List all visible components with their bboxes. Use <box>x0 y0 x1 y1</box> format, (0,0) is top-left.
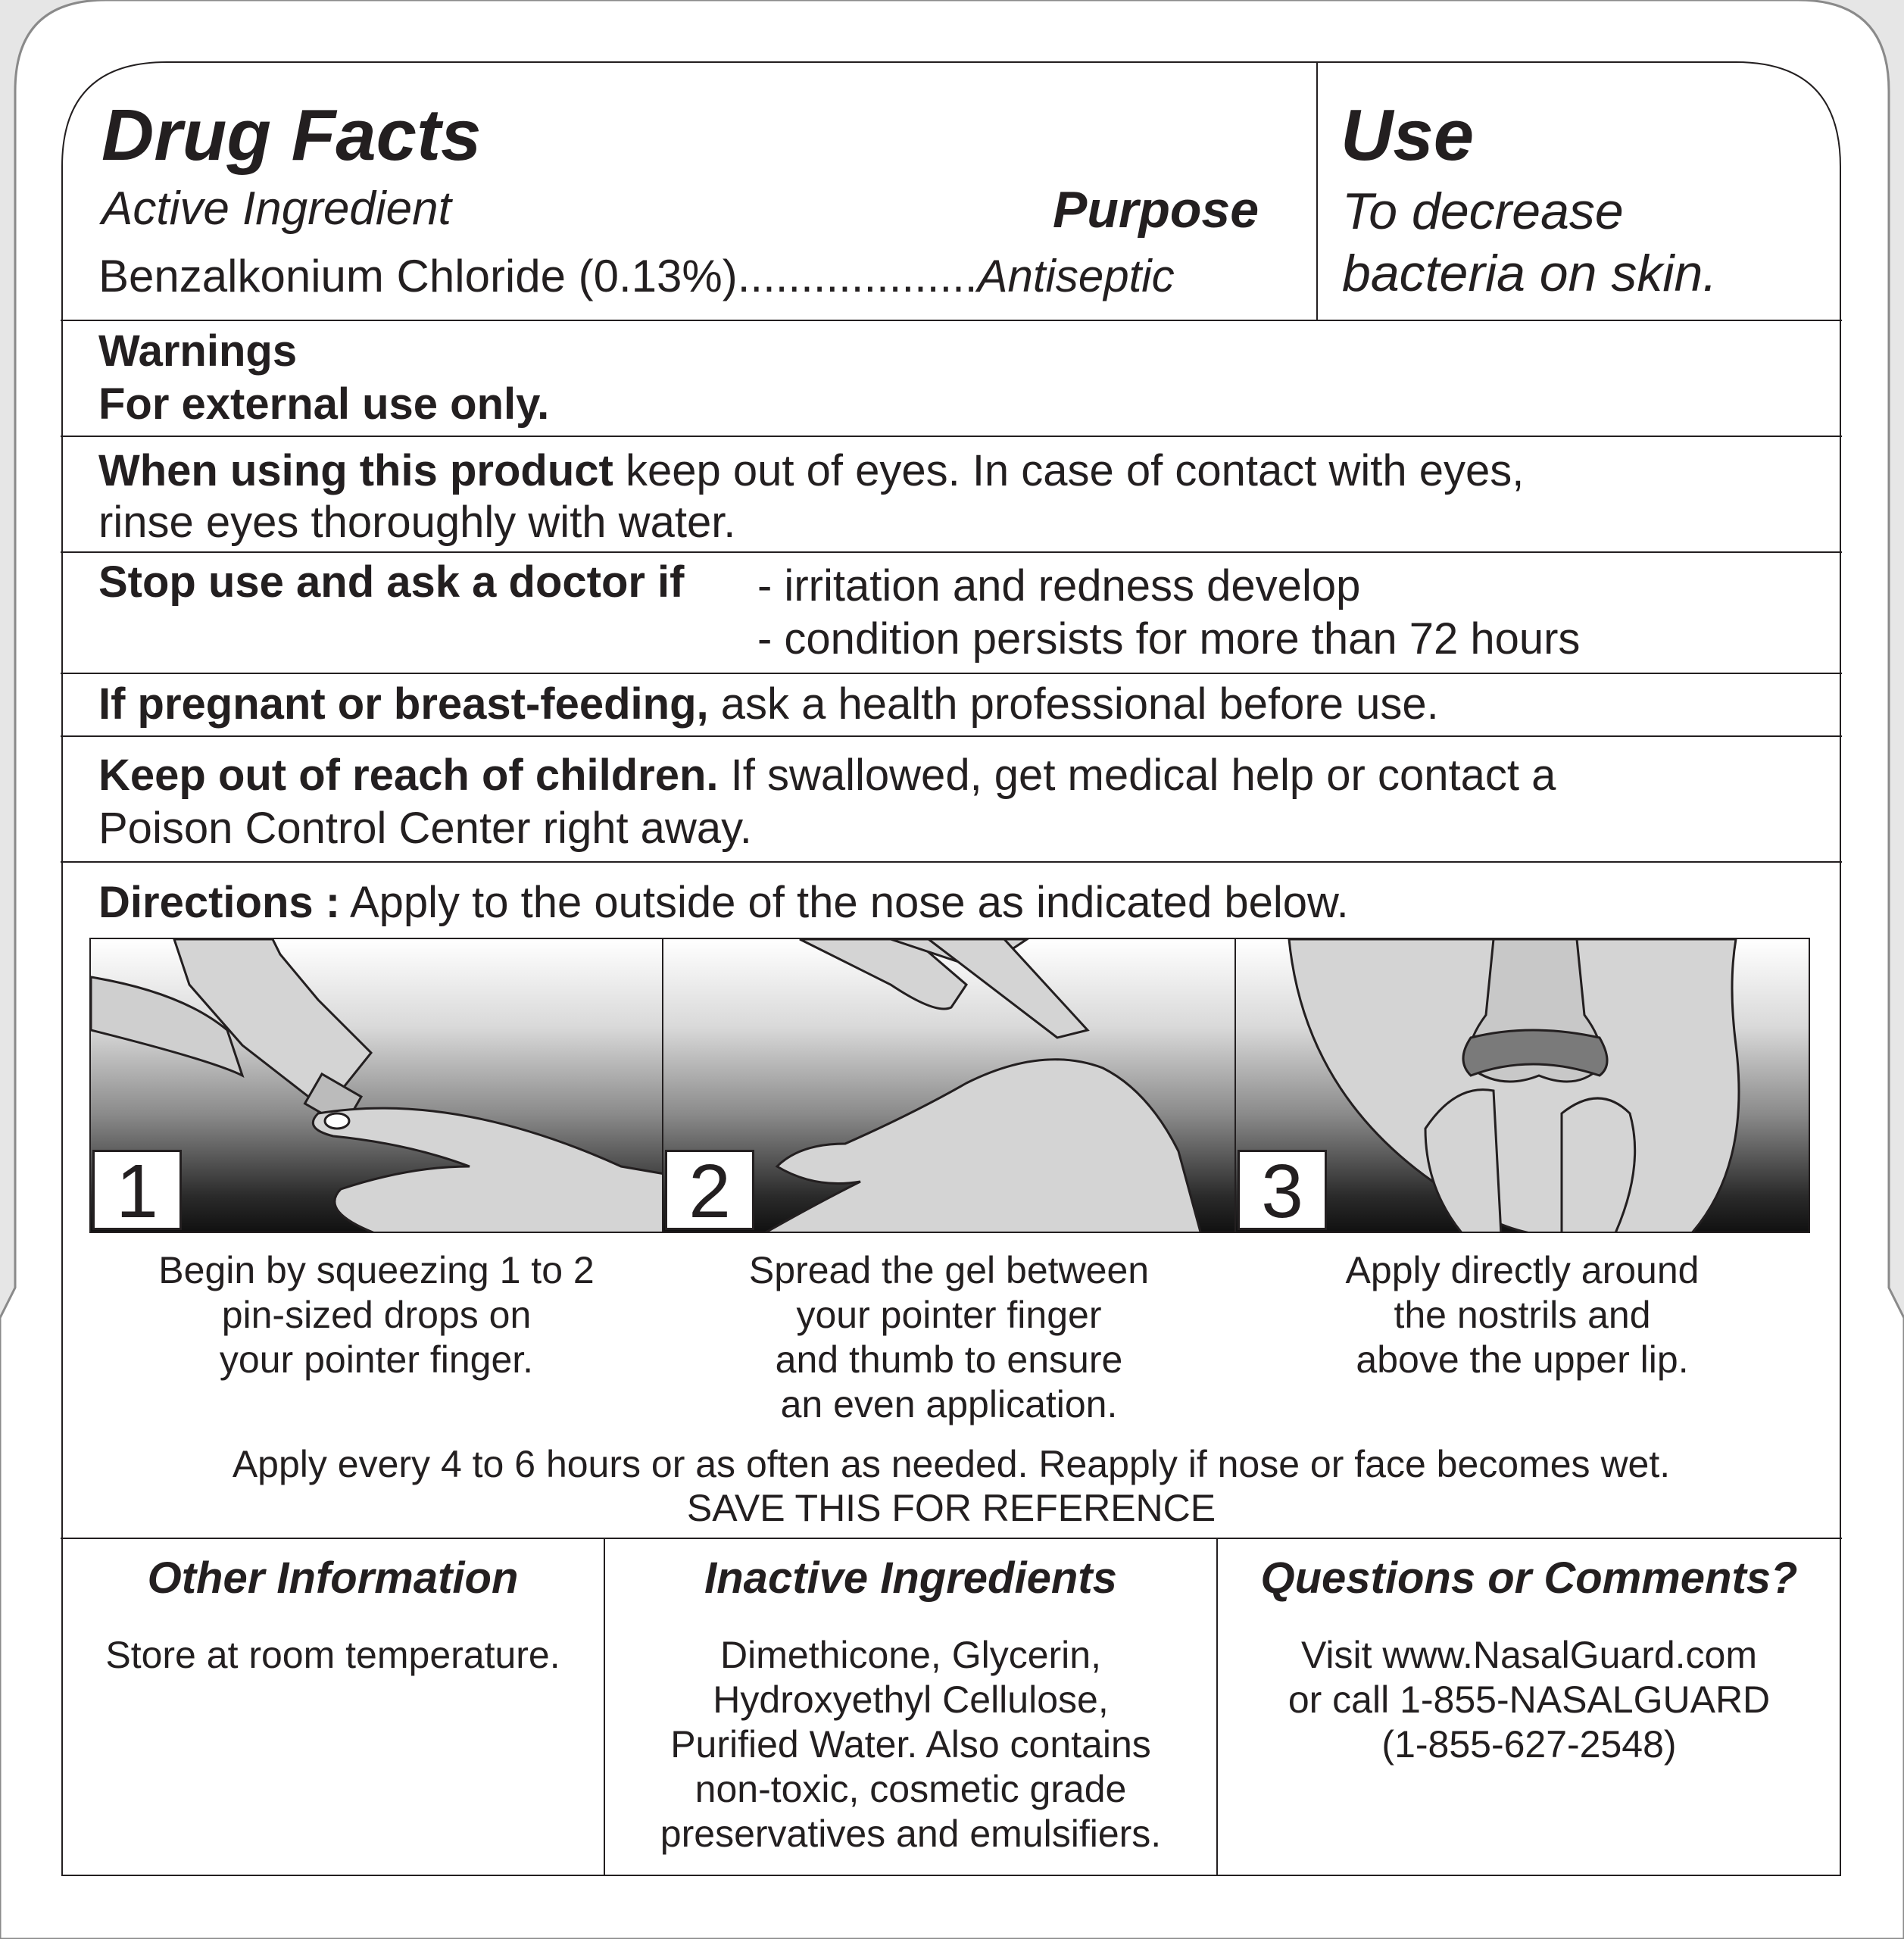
use-line-2: bacteria on skin. <box>1342 245 1718 302</box>
step-2-number: 2 <box>665 1150 754 1230</box>
step-2-caption-line: and thumb to ensure <box>775 1338 1123 1381</box>
stop-use-item-1: - irritation and redness develop <box>757 561 1361 610</box>
step-1-caption-line: pin-sized drops on <box>221 1294 532 1336</box>
divider-6 <box>61 861 1842 863</box>
inactive-line: Dimethicone, Glycerin, <box>720 1634 1101 1676</box>
drug-facts-title: Drug Facts <box>101 95 482 176</box>
when-using-line-2: rinse eyes thoroughly with water. <box>98 498 736 547</box>
step-1-caption-line: your pointer finger. <box>219 1338 534 1381</box>
step-3-number: 3 <box>1238 1150 1327 1230</box>
inactive-line: Hydroxyethyl Cellulose, <box>713 1678 1109 1721</box>
step-2-caption <box>662 1248 1236 1427</box>
step-2-illustration <box>662 938 1236 1233</box>
warnings-heading: Warnings <box>98 326 298 376</box>
save-text: SAVE THIS FOR REFERENCE <box>686 1487 1216 1529</box>
divider-2 <box>61 436 1842 437</box>
external-use: For external use only. <box>98 379 550 429</box>
stop-use-heading: Stop use and ask a doctor if <box>98 557 685 607</box>
divider-7 <box>61 1538 1842 1539</box>
children-bold: Keep out of reach of children. <box>98 751 719 800</box>
stop-use-item-2: - condition persists for more than 72 hours <box>757 614 1581 664</box>
ingredient-name: Benzalkonium Chloride (0.13%)................... <box>98 251 978 301</box>
other-info-text: Store at room temperature. <box>105 1634 560 1676</box>
ingredient-line <box>98 250 1175 302</box>
questions-contact <box>1218 1633 1840 1767</box>
children-line-2: Poison Control Center right away. <box>98 804 752 853</box>
questions-title: Questions or Comments? <box>1260 1553 1798 1603</box>
step-3-caption-line: Apply directly around <box>1345 1249 1700 1291</box>
frequency-text: Apply every 4 to 6 hours or as often as needed. Reapply if nose or face becomes wet. <box>232 1443 1671 1485</box>
inactive-title: Inactive Ingredients <box>704 1553 1117 1603</box>
purpose-label: Purpose <box>1053 181 1259 239</box>
divider-4 <box>61 673 1842 674</box>
inactive-line: preservatives and emulsifiers. <box>660 1813 1162 1855</box>
directions-text: Apply to the outside of the nose as indicated below. <box>340 878 1349 927</box>
children-line-1 <box>98 750 1556 801</box>
inactive-line: non-toxic, cosmetic grade <box>694 1768 1127 1810</box>
step-1-caption <box>89 1248 663 1382</box>
when-using-line-1 <box>98 445 1524 496</box>
use-line-1: To decrease <box>1342 183 1624 240</box>
step-3-illustration <box>1234 938 1810 1233</box>
step-3-caption <box>1234 1248 1810 1382</box>
step-2-caption-line: your pointer finger <box>796 1294 1102 1336</box>
directions-line <box>98 877 1349 928</box>
header-divider <box>1316 62 1318 320</box>
questions-phone-numeric[interactable]: (1-855-627-2548) <box>1381 1723 1677 1766</box>
divider-1 <box>61 320 1842 321</box>
when-using-text: keep out of eyes. In case of contact with eyes, <box>613 446 1525 495</box>
questions-website[interactable]: Visit www.NasalGuard.com <box>1300 1634 1758 1676</box>
step-3-caption-line: the nostrils and <box>1394 1294 1651 1336</box>
divider-5 <box>61 735 1842 737</box>
children-text: If swallowed, get medical help or contact a <box>718 751 1556 800</box>
when-using-bold: When using this product <box>98 446 613 495</box>
step-3-caption-line: above the upper lip. <box>1356 1338 1689 1381</box>
directions-bold: Directions : <box>98 878 341 927</box>
divider-3 <box>61 551 1842 553</box>
step-1-illustration <box>89 938 663 1233</box>
pregnant-line <box>98 679 1439 729</box>
questions-phone[interactable]: or call 1-855-NASALGUARD <box>1288 1678 1771 1721</box>
use-title: Use <box>1341 95 1475 176</box>
active-ingredient-label: Active Ingredient <box>101 183 451 235</box>
step-1-caption-line: Begin by squeezing 1 to 2 <box>158 1249 595 1291</box>
step-1-number: 1 <box>92 1150 182 1230</box>
step-2-caption-line: an even application. <box>780 1383 1118 1425</box>
ingredient-purpose: Antiseptic <box>977 251 1175 301</box>
pregnant-bold: If pregnant or breast-feeding, <box>98 679 709 729</box>
other-info-title: Other Information <box>147 1553 519 1603</box>
inactive-line: Purified Water. Also contains <box>670 1723 1151 1766</box>
inactive-list <box>605 1633 1216 1856</box>
step-2-caption-line: Spread the gel between <box>748 1249 1150 1291</box>
pregnant-text: ask a health professional before use. <box>708 679 1439 729</box>
